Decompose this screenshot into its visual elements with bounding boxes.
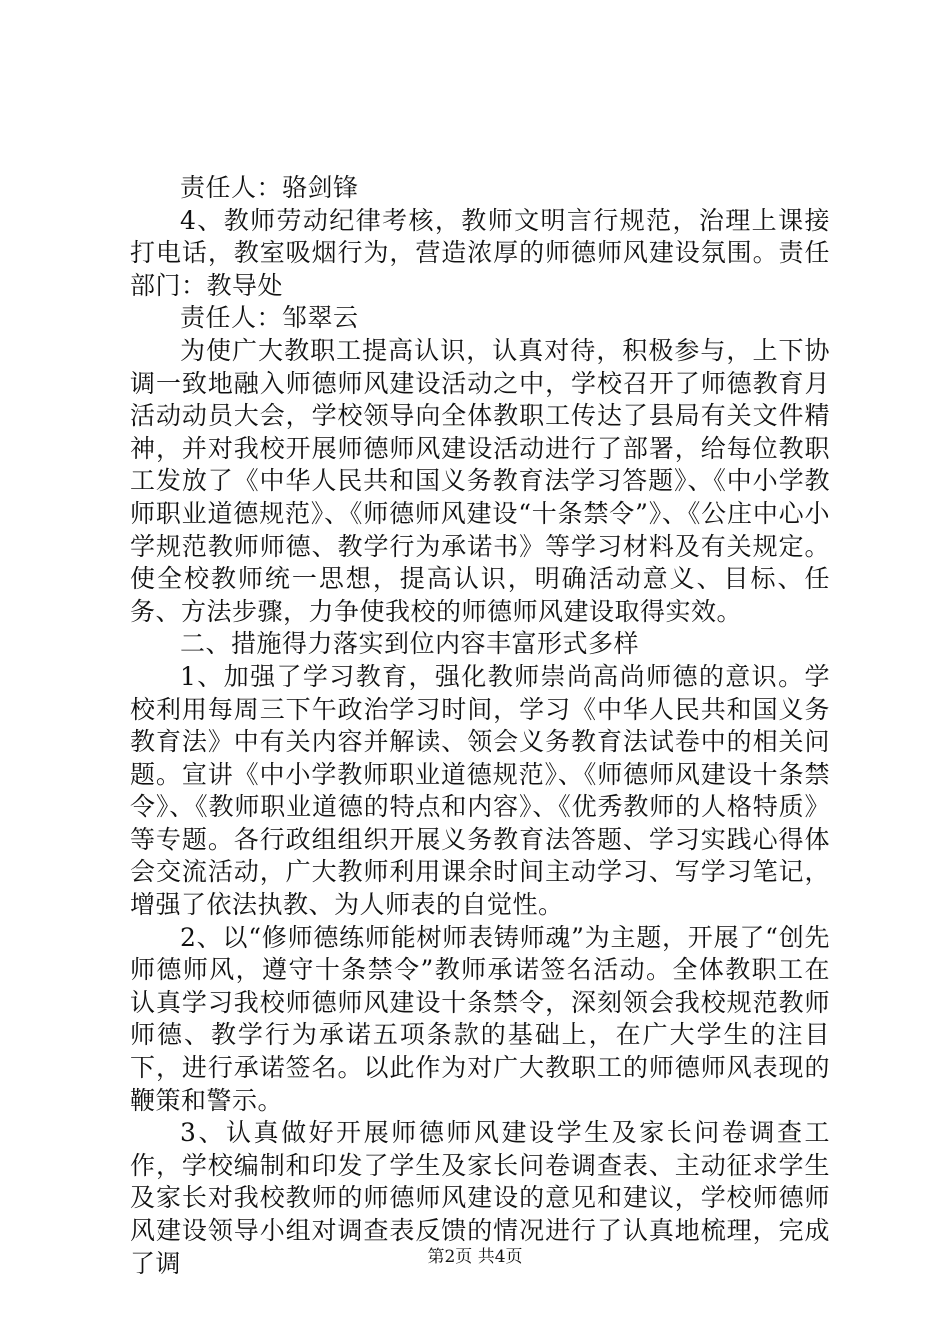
responsible-person-line: 责任人：骆剑锋 [180,173,359,202]
mobilization-paragraph: 为使广大教职工提高认识，认真对待，积极参与，上下协调一致地融入师德师风建设活动之中，学校召开了师德教育月活动动员大会，学校领导向全体教职工传达了县局有关文件精神，并对我校开展师德师风建设活动进行了部署，给每位教职工发放了《中华人民共和国义务教育法学习答题》、《中小学教师职业道德规范》、《师德师风建设“十条禁令”》、《公庄中心小学规范教师师德、教学行为承诺书》等学习材料及有关规定。使全校教师统一思想，提高认识，明确活动意义、目标、任务、方法步骤，力争使我校的师德师风建设取得实效。 [130,335,830,626]
document-body [130,172,830,1280]
page-number-footer: 第2页 共4页 [427,1247,523,1267]
measure-1-paragraph: 1、加强了学习教育，强化教师崇尚高尚师德的意识。学校利用每周三下午政治学习时间，学习《中华人民共和国义务教育法》中有关内容并解读、领会义务教育法试卷中的相关问题。宣讲《中小学教师职业道德规范》、《师德师风建设十条禁令》、《教师职业道德的特点和内容》、《优秀教师的人格特质》等专题。各行政组组织开展义务教育法答题、学习实践心得体会交流活动，广大教师利用课余时间主动学习、写学习笔记，增强了依法执教、为人师表的自觉性。 [130,661,830,920]
measure-2-paragraph: 2、以“修师德练师能树师表铸师魂”为主题，开展了“创先师德师风，遵守十条禁令”教师承诺签名活动。全体教职工在认真学习我校师德师风建设十条禁令，深刻领会我校规范教师师德、教学行为承诺五项条款的基础上，在广大学生的注目下，进行承诺签名。以此作为对广大教职工的师德师风表现的鞭策和警示。 [130,922,830,1115]
responsible-person-line: 责任人：邹翠云 [180,303,359,333]
measure-3-paragraph: 3、认真做好开展师德师风建设学生及家长问卷调查工作，学校编制和印发了学生及家长问卷调查表、主动征求学生及家长对我校教师的师德师风建设的意见和建议，学校师德师风建设领导小组对调查表反馈的情况进行了认真地梳理，完成了调 [130,1118,830,1278]
section-heading: 二、措施得力落实到位内容丰富形式多样 [180,629,640,659]
item-4-paragraph: 4、教师劳动纪律考核，教师文明言行规范，治理上课接打电话，教室吸烟行为，营造浓厚的师德师风建设氛围。责任部门：教导处 [130,205,830,300]
